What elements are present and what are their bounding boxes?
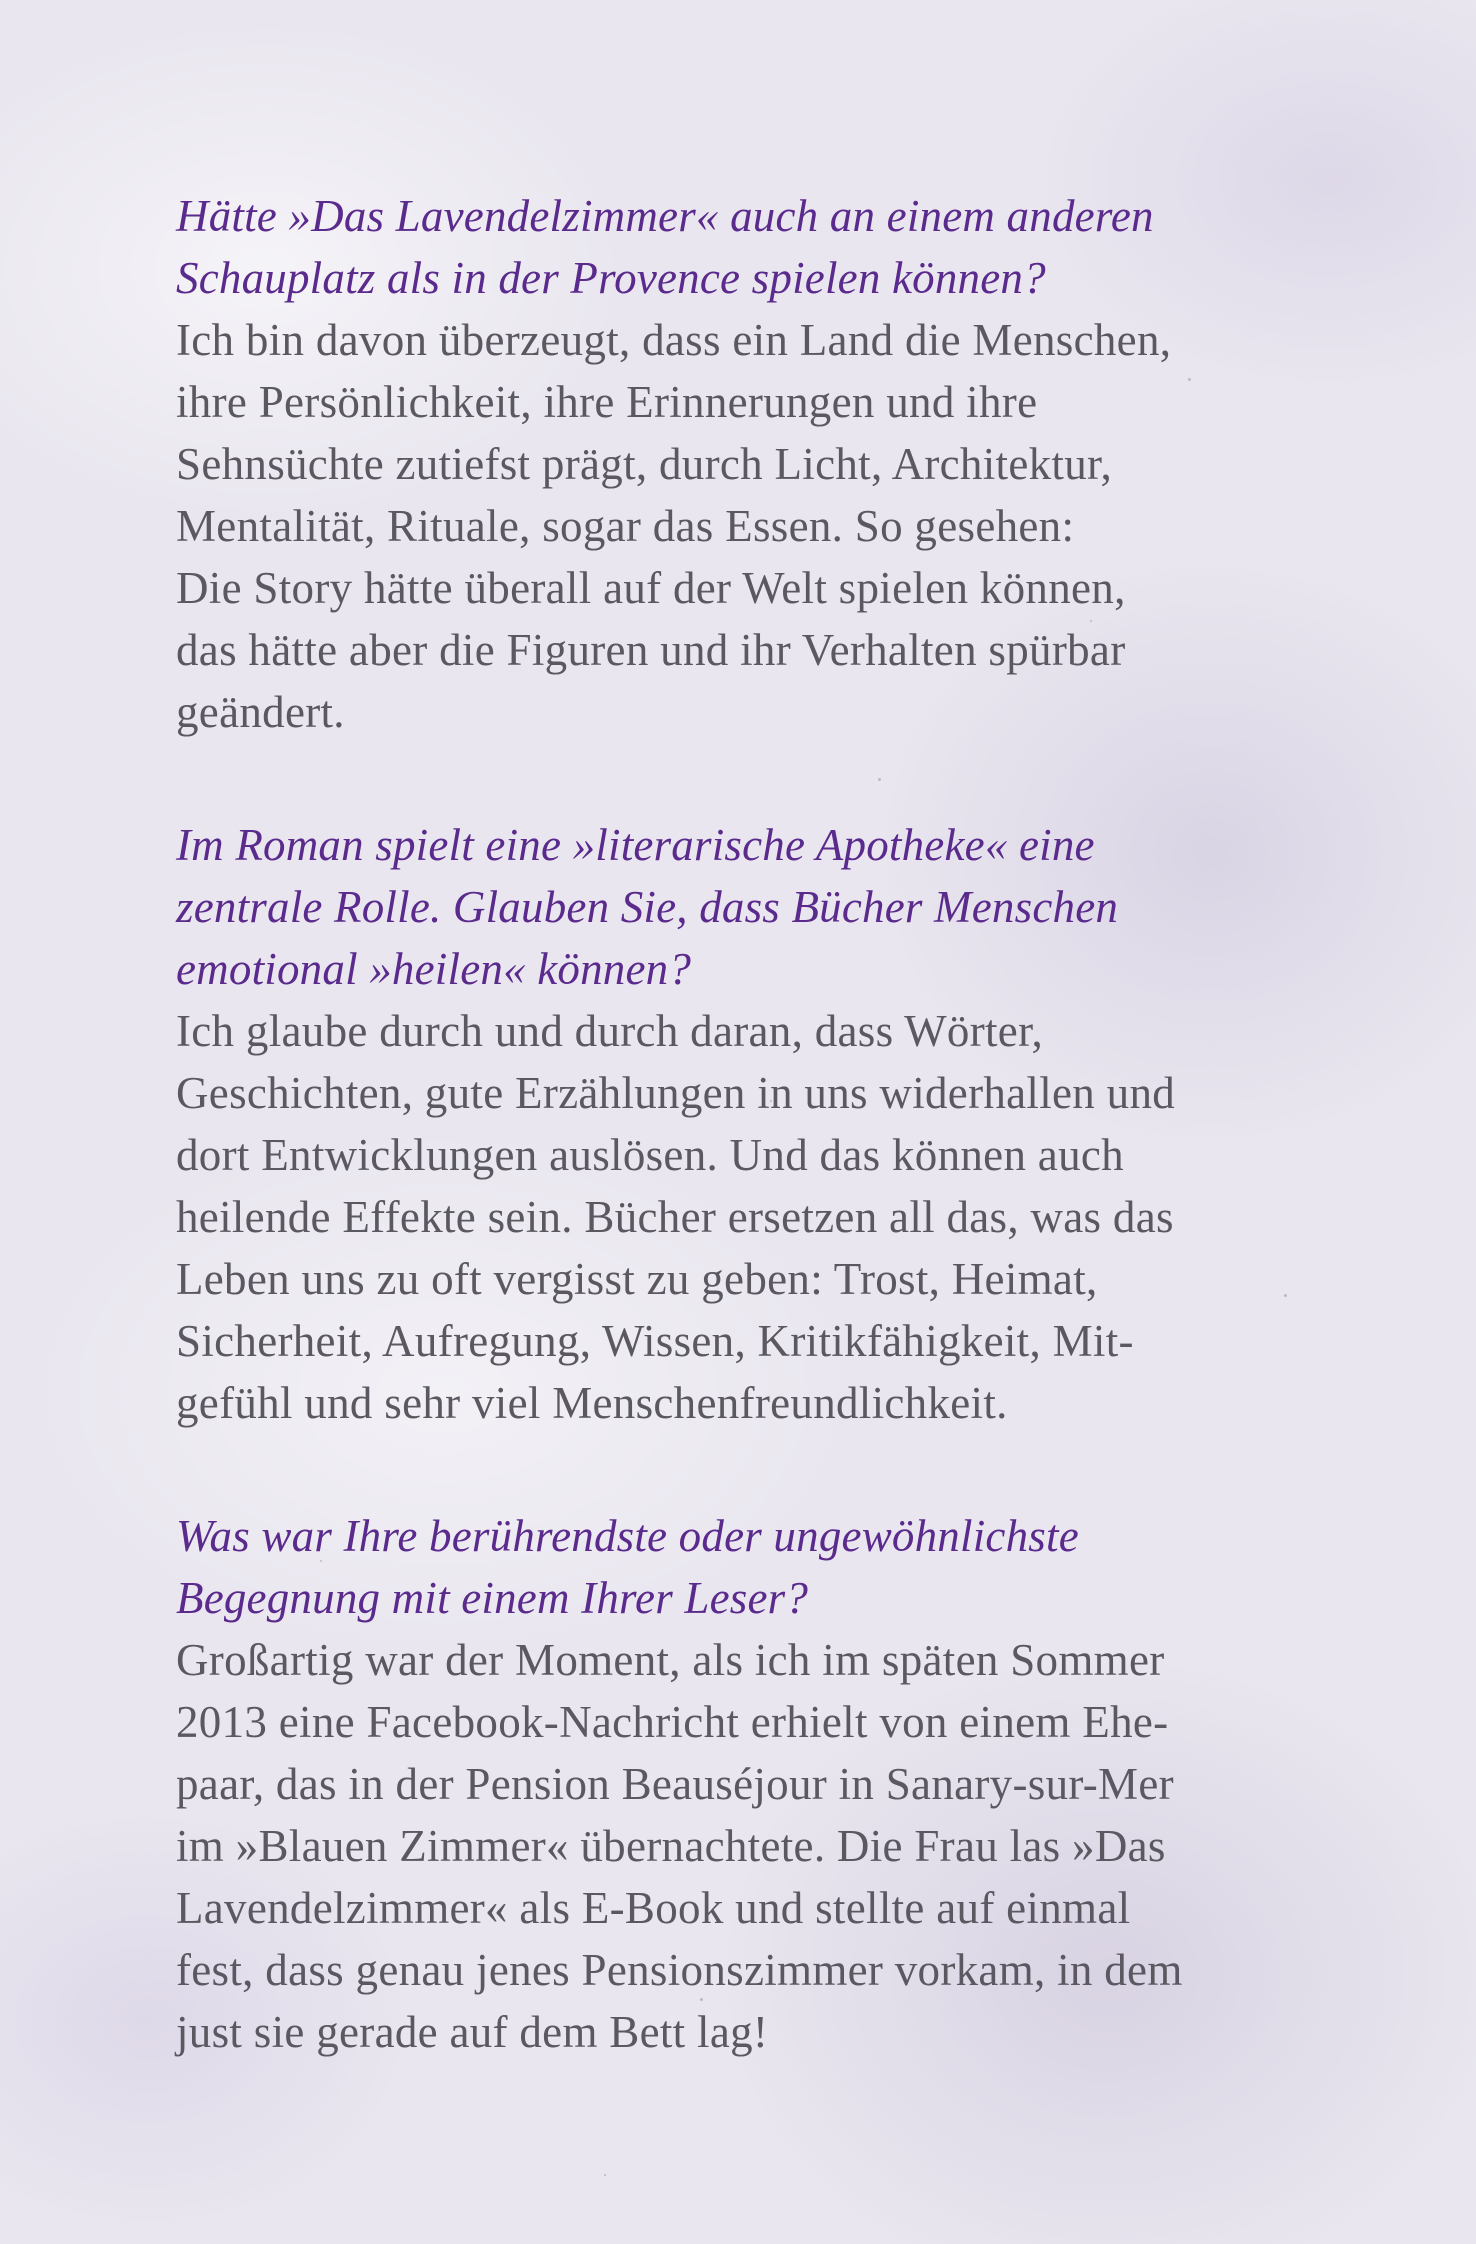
qa-block-3: [176, 1505, 1356, 2063]
question-2: Im Roman spielt eine »literarische Apotheke« eine zentrale Rolle. Glauben Sie, dass Bücher Menschen emotional »heilen« können?: [176, 820, 1119, 994]
answer-1: Ich bin davon überzeugt, dass ein Land die Menschen, ihre Persönlichkeit, ihre Erinnerungen und ihre Sehnsüchte zutiefst prägt, durch Licht, Architektur, Mentalität, Rituale, sogar das Essen. So gesehen: Die Story hätte überall auf der Welt spielen können, das hätte aber die Figuren und ihr Verhalten spürbar geändert.: [176, 315, 1172, 737]
question-1: Hätte »Das Lavendelzimmer« auch an einem anderen Schauplatz als in der Provence spielen können?: [176, 191, 1154, 303]
question-3: Was war Ihre berührendste oder ungewöhnlichste Begegnung mit einem Ihrer Leser?: [176, 1511, 1079, 1623]
answer-3: Großartig war der Moment, als ich im späten Sommer 2013 eine Facebook-Nachricht erhielt von einem Ehe- paar, das in der Pension Beauséjour in Sanary-sur-Mer im »Blauen Zimmer« übernachtete. Die Frau las »Das Lavendelzimmer« als E-Book und stellte auf einmal fest, dass genau jenes Pensionszimmer vorkam, in dem just sie gerade auf dem Bett lag!: [176, 1635, 1183, 2057]
answer-2: Ich glaube durch und durch daran, dass Wörter, Geschichten, gute Erzählungen in uns widerhallen und dort Entwicklungen auslösen. Und das können auch heilende Effekte sein. Bücher ersetzen all das, was das Leben uns zu oft vergisst zu geben: Trost, Heimat, Sicherheit, Aufregung, Wissen, Kritikfähigkeit, Mit- gefühl und sehr viel Menschenfreundlichkeit.: [176, 1006, 1176, 1428]
interview-page: [176, 185, 1356, 2134]
qa-block-2: [176, 814, 1356, 1434]
qa-block-1: [176, 185, 1356, 743]
paper-speck: [604, 2174, 606, 2176]
